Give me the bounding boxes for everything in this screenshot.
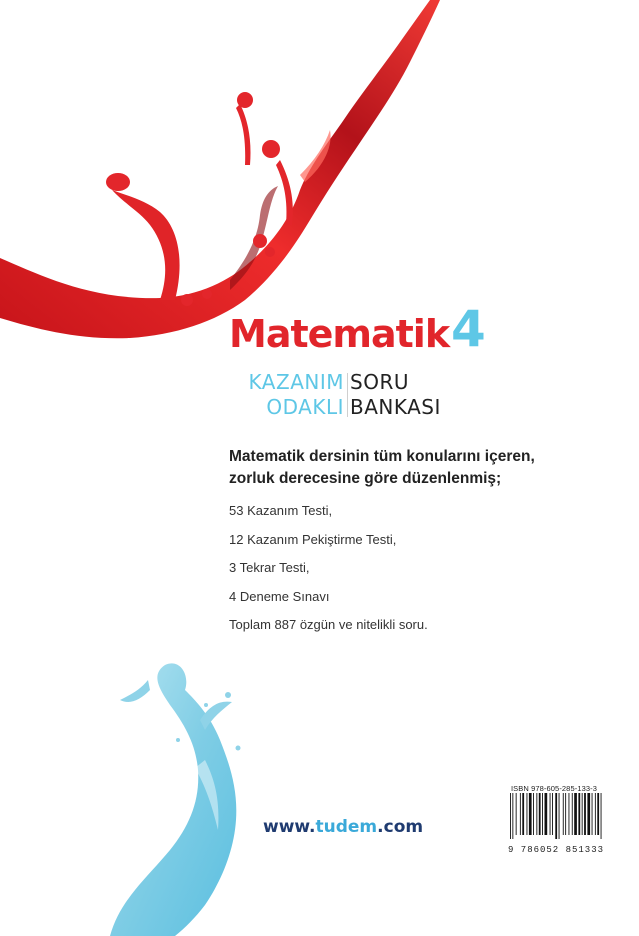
feature-item: 3 Tekrar Testi, xyxy=(229,560,310,576)
feature-item: 53 Kazanım Testi, xyxy=(229,503,333,518)
publisher-website xyxy=(263,817,423,837)
barcode-digits: 9 786052 851333 xyxy=(508,845,605,855)
feature-item: Toplam 887 özgün ve nitelikli soru. xyxy=(229,617,428,633)
isbn-barcode xyxy=(508,784,626,855)
isbn-number: ISBN 978-605-285-133-3 xyxy=(511,784,598,793)
description-intro xyxy=(229,446,559,490)
title-word: Matematik xyxy=(229,312,450,356)
intro-line: Matematik dersinin tüm konularını içeren, xyxy=(229,448,535,465)
feature-list xyxy=(229,503,428,646)
subtitle-right-line: BANKASI xyxy=(350,395,441,419)
feature-item: 4 Deneme Sınavı xyxy=(229,588,330,604)
barcode-bars-image xyxy=(508,793,626,839)
subtitle-right xyxy=(350,370,441,420)
subtitle-left xyxy=(249,370,344,420)
intro-line: zorluk derecesine göre düzenlenmiş; xyxy=(229,470,502,487)
subtitle-right-line: SORU xyxy=(350,370,409,394)
grade-number: 4 xyxy=(451,300,486,358)
subtitle-left-line: KAZANIM xyxy=(248,370,344,394)
website-suffix: .com xyxy=(377,817,424,837)
feature-item: 12 Kazanım Pekiştirme Testi, xyxy=(229,531,397,547)
subtitle-left-line: ODAKLI xyxy=(266,395,344,419)
website-prefix: www. xyxy=(263,817,316,837)
subtitle-divider xyxy=(347,373,348,417)
website-brand: tudem xyxy=(315,817,378,837)
